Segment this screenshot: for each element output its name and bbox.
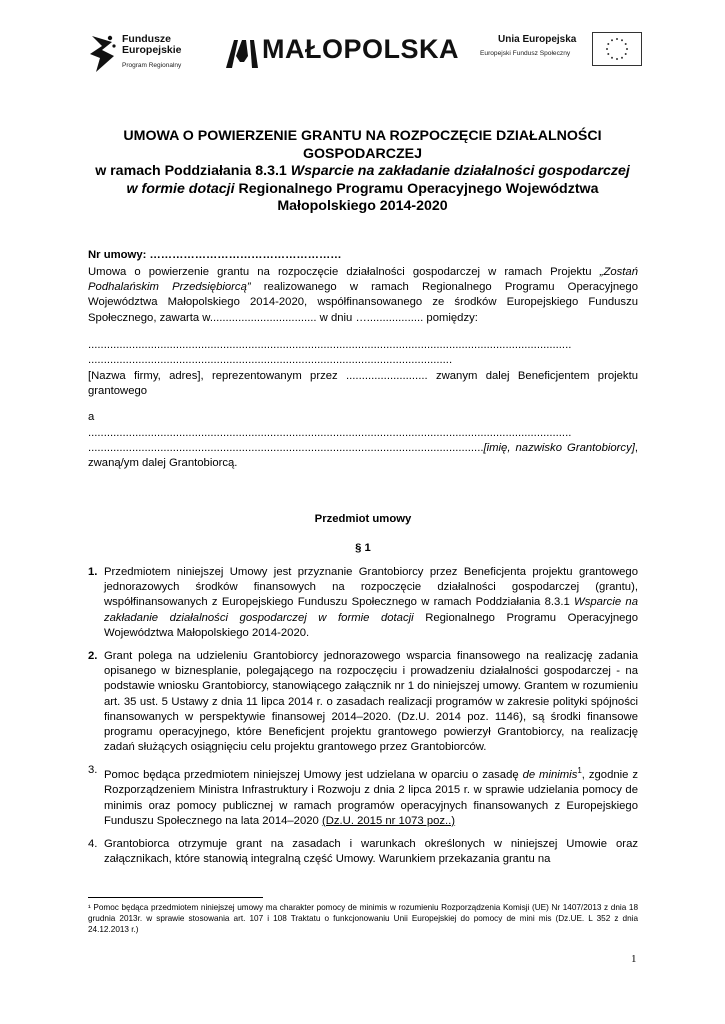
ue-subtitle: Europejski Fundusz Społeczny <box>480 50 571 57</box>
list-item: 2. Grant polega na udzieleniu Grantobiorcy jednorazowego wsparcia finansowego na realizację zadania opisanego w biznesplanie, polegającego na rozpoczęciu i prowadzeniu działalności gospodarczej - na podstawie wniosku Grantobiorcy, stanowiącego załącznik nr 1 do niniejszej umowy. Grantem w rozumieniu art. 35 ust. 5 Ustawy z dnia 11 lipca 2014 r. o zasadach realizacji programów w zakresie polityki spójności finansowanych w perspektywie finansowej 2014–2020. (Dz.U. 2014 poz. 1146), są środki finansowe programu operacyjnego, które Beneficjent projektu grantowego powierzył Grantobiorcy, na realizację zadań służących osiągnięciu celu projektu grantowego przez Grantobiorców. <box>88 650 638 754</box>
list-item: 1. Przedmiotem niniejszej Umowy jest przyznanie Grantobiorcy przez Beneficjenta projektu grantowego jednorazowych środków finansowych na rozpoczęcie działalności gospodarczej (grantu), współfinansowanych z Europejskiego Funduszu Społecznego w ramach Poddziałania 8.3.1 Wsparcie na zakładanie działalności gospodarczej w formie dotacji Regionalnego Programu Operacyjnego Województwa Małopolskiego 2014-2020. <box>88 566 638 639</box>
and-word: a <box>88 411 95 423</box>
fundusze-star-icon <box>88 32 118 76</box>
malopolska-mark-icon <box>224 36 260 70</box>
blank-line-2: .................................................................................................................... <box>88 354 453 366</box>
header-logos <box>0 22 725 82</box>
beneficjent-paragraph: [Nazwa firmy, adres], reprezentowanym przez .......................... zwanym dalej Beneficjentem projektu grantowego <box>88 370 638 398</box>
list-item: 4. Grantobiorca otrzymuje grant na zasadach i warunkach określonych w niniejszej Umowie oraz załącznikach, które stanowią integralną część Umowy. Warunkiem przekazania grantu na <box>88 838 638 866</box>
footnote-divider <box>88 897 263 898</box>
fundusze-europejskie-logo <box>88 28 208 78</box>
malopolska-logo <box>222 32 459 72</box>
list-item: 3. Pomoc będąca przedmiotem niniejszej Umowy jest udzielana w oparciu o zasadę de minimis$^1$, zgodnie z Rozporządzeniem Ministra Infrastruktury i Rozwoju z dnia 2 lipca 2015 r. w sprawie udzielania pomocy de minimis oraz pomocy publicznej w ramach programów operacyjnych finansowanych z Europejskiego Funduszu Społecznego na lata 2014–2020 (Dz.U. 2015 nr 1073 poz..) <box>88 764 638 827</box>
eu-flag-icon <box>592 32 642 66</box>
fundusze-title: Fundusze Europejskie <box>122 33 182 56</box>
grantobiorca-paragraph: ..............................................................................................................................[imię, nazwisko Grantobiorcy], zwaną/ym dalej Grantobiorcą. <box>88 442 638 470</box>
footnote: ¹ Pomoc będąca przedmiotem niniejszej umowy ma charakter pomocy de minimis w rozumieniu Rozporządzenia Komisji (UE) Nr 1407/2013 z dnia 18 grudnia 2013r. w sprawie stosowania art. 107 i 108 Traktatu o funkcjonowaniu Unii Europejskiej do pomocy de mini mis (Dz.UE. L 352 z dnia 24.12.2013 r.) <box>88 903 638 934</box>
contract-intro: Umowa o powierzenie grantu na rozpoczęcie działalności gospodarczej w ramach Projektu „Zostań Podhalańskim Przedsiębiorcą” realizowanego w ramach Regionalnego Programu Operacyjnego Województwa Małopolskiego 2014-2020, współfinansowanego ze środków Europejskiego Funduszu Społecznego, zawarta w.................................. w dniu ….................. pomiędzy: <box>88 266 638 324</box>
fundusze-subtitle: Program Regionalny <box>122 62 182 69</box>
page-number: 1 <box>631 953 637 965</box>
contract-number: Nr umowy: …………………………………………… <box>88 249 342 261</box>
blank-line-1: .......................................................................................................................................................... <box>88 339 572 351</box>
section-heading: Przedmiot umowy <box>314 513 412 525</box>
malopolska-wordmark: MAŁOPOLSKA <box>262 34 459 64</box>
document-title: UMOWA O POWIERZENIE GRANTU NA ROZPOCZĘCIE DZIAŁALNOŚCI GOSPODARCZEJ w ramach Poddziałania 8.3.1 Wsparcie na zakładanie działalności gospodarczej w formie dotacji Regionalnego Programu Operacyjnego Województwa Małopolskiego 2014-2020 <box>95 128 630 214</box>
terms-list <box>88 565 638 867</box>
dz-u-link[interactable]: (Dz.U. 2015 nr 1073 poz..) <box>321 814 456 827</box>
paragraph-sign: § 1 <box>355 542 371 554</box>
blank-line-3: .......................................................................................................................................................... <box>88 427 572 439</box>
ue-title: Unia Europejska <box>498 34 577 45</box>
